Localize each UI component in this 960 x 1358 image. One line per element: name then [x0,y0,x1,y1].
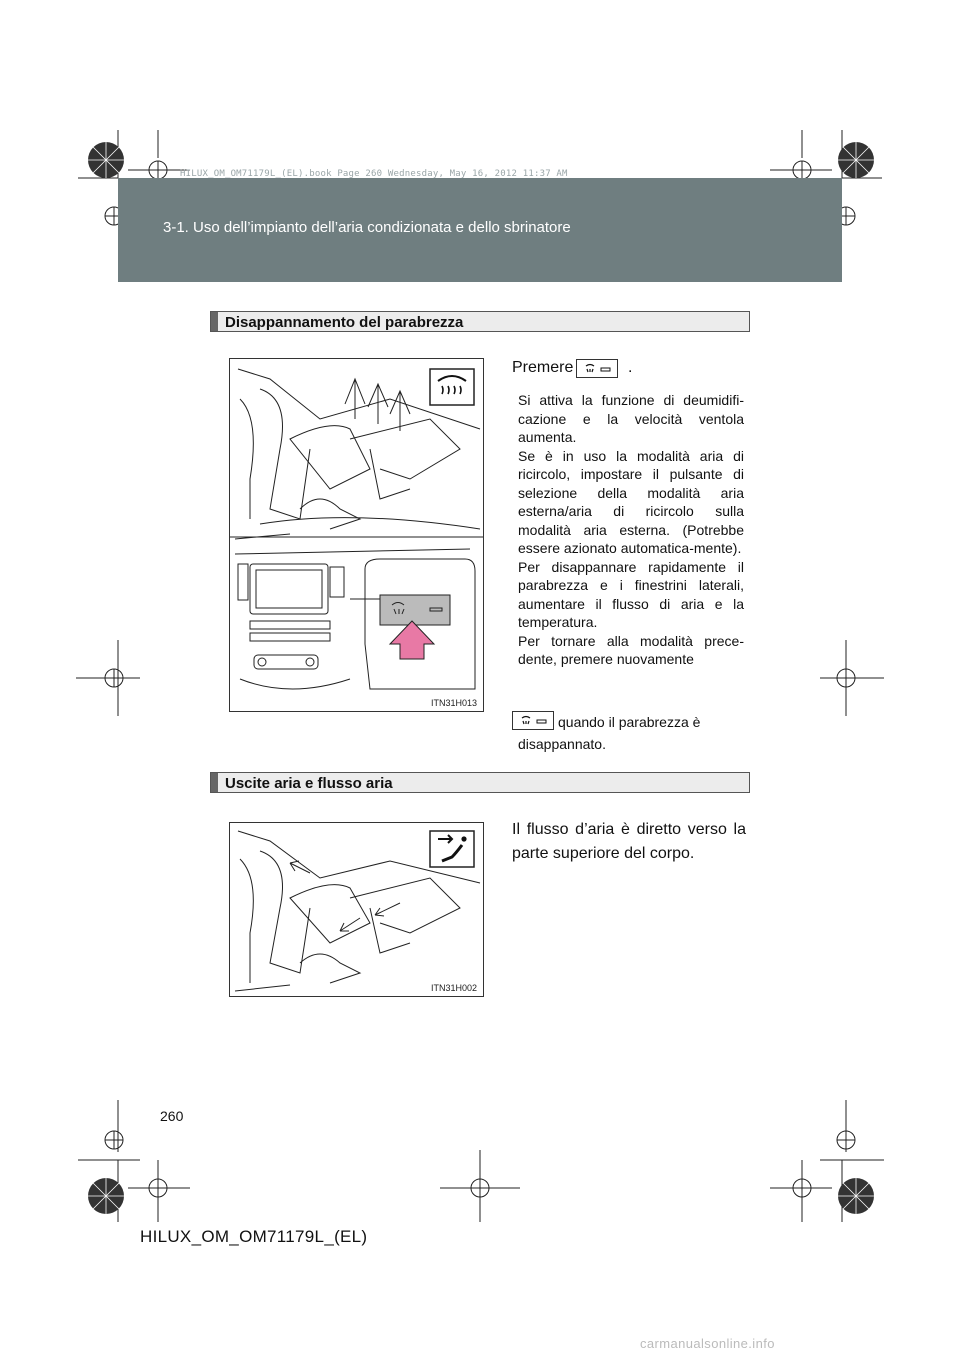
book-info: HILUX_OM_OM71179L_(EL).book Page 260 Wednesday, May 16, 2012 11:37 AM [180,169,568,179]
premere-label: Premere [512,359,574,376]
windshield-defog-icon [430,369,474,405]
defog-button-icon-inline [512,711,554,730]
watermark: carmanualsonline.info [640,1336,775,1351]
premere-suffix: . [628,359,633,376]
section-title: 3-1. Uso dell’impianto dell’aria condizionata e dello sbrinatore [163,219,571,236]
defog-button-icon [576,359,618,378]
desc-tail-line: quando il parabrezza è [558,714,701,730]
defog-illustration [229,358,484,712]
page-number: 260 [160,1108,184,1124]
cabin-airflow-drawing [230,823,483,996]
desc-paragraph: Per disappannare rapidamente il parabrezza e i finestrini laterali, aumentare il flusso di aria e la temperatura. [518,558,744,630]
section-heading-airflow [210,772,750,793]
airflow-illustration [229,822,484,997]
cabin-dashboard-drawing [230,359,483,711]
section-heading-defog [210,311,750,332]
figure-code: ITN31H013 [430,698,477,708]
airflow-face-icon [430,831,474,867]
airflow-description: Il flusso d’aria è diretto verso la parte superiore del corpo. [512,821,746,862]
heading-bar [211,312,218,331]
desc-tail-line2: disappannato. [518,736,606,752]
defog-description [518,391,744,669]
document-code: HILUX_OM_OM71179L_(EL) [140,1227,368,1246]
desc-paragraph: Per tornare alla modalità prece-dente, premere nuovamente [518,632,744,667]
heading-bar [211,773,218,792]
figure-code: ITN31H002 [430,983,477,993]
desc-paragraph: Se è in uso la modalità aria di ricircolo, impostare il pulsante di selezione della modalità aria esterna/aria di ricircolo sulla modalità aria esterna. (Potrebbe essere azionato automatica-mente). [518,447,744,556]
desc-paragraph: Si attiva la funzione di deumidifi-cazione e la velocità ventola aumenta. [518,392,744,445]
section-heading-label: Disappannamento del parabrezza [225,314,464,331]
section-heading-label: Uscite aria e flusso aria [225,775,393,792]
